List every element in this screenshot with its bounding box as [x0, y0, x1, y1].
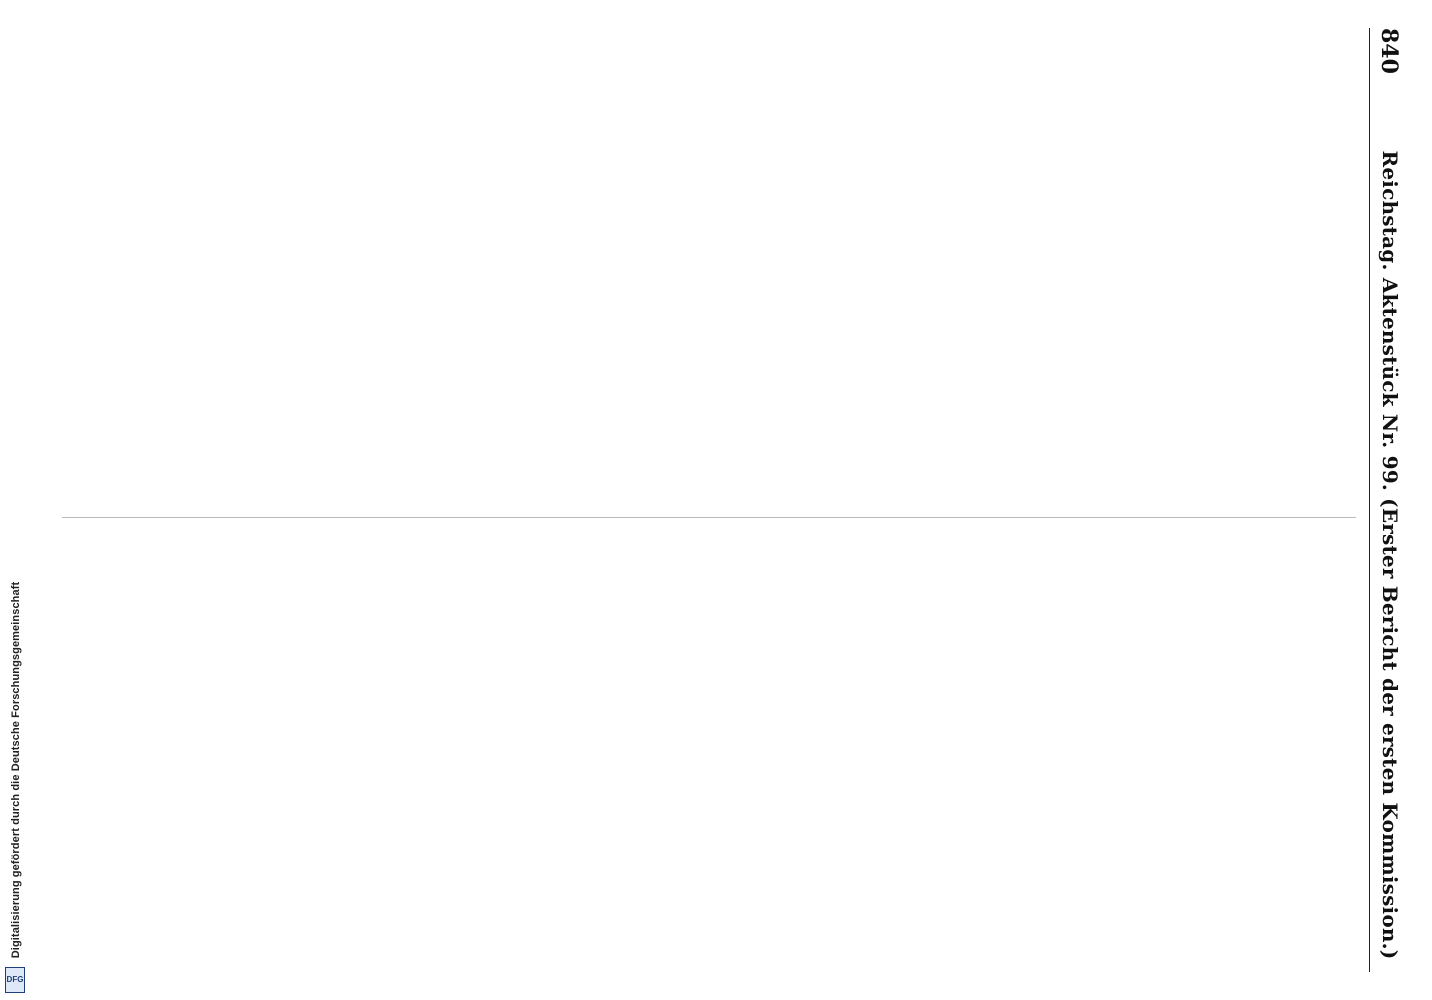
rotated-page [40, 0, 1432, 1000]
page-number: 840 [1376, 28, 1402, 74]
digitization-credit [4, 560, 28, 980]
digitization-credit-text: Digitalisierung gefördert durch die Deutsche Forschungsgemeinschaft [10, 581, 23, 959]
running-title: Reichstag. Aktenstück Nr. 99. (Erster Bericht der ersten Kommission.) [1378, 150, 1402, 960]
right-column [62, 517, 1356, 972]
dfg-logo-label: DFG [6, 975, 24, 984]
page-content [62, 28, 1412, 972]
text-columns [62, 28, 1356, 972]
page-header [1369, 28, 1412, 972]
digitization-strip [0, 0, 34, 1000]
left-column [62, 28, 1356, 483]
scanned-page [40, 0, 1432, 1000]
dfg-logo [5, 967, 25, 993]
